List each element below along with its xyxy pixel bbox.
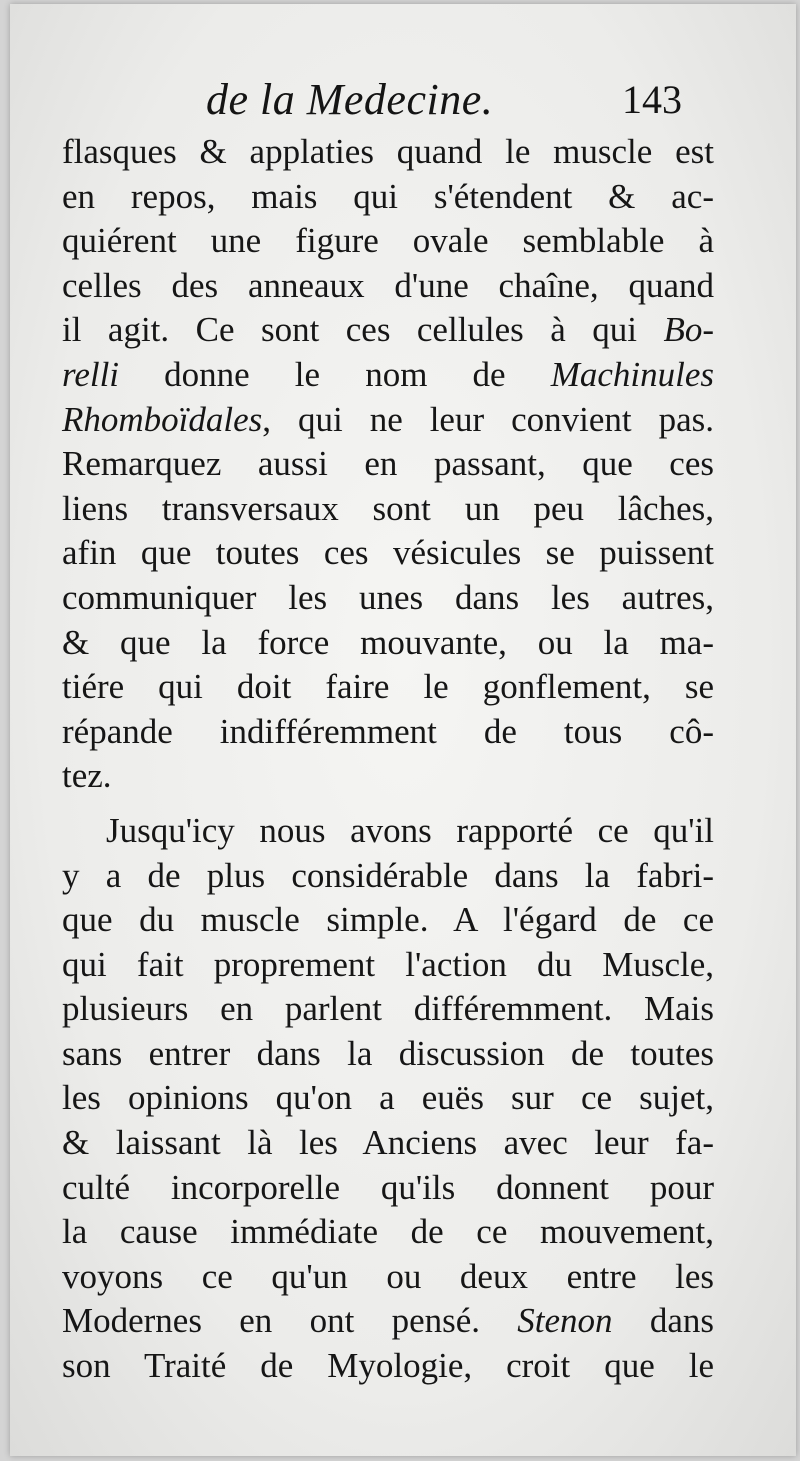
text-line: qui fait proprement l'action du Muscle,: [62, 944, 714, 984]
paragraph-2: [62, 809, 714, 1389]
text-line: les opinions qu'on a euës sur ce sujet,: [62, 1078, 714, 1118]
text-line: culté incorporelle qu'ils donnent pour: [62, 1167, 714, 1207]
text-line: liens transversaux sont un peu lâches,: [62, 488, 714, 528]
text-line: flasques & applaties quand le muscle est: [62, 132, 714, 171]
text-line: [62, 308, 714, 353]
text-line: que du muscle simple. A l'égard de ce: [62, 900, 714, 940]
text-line: plusieurs en parlent différemment. Mais: [62, 989, 714, 1029]
body-text: [62, 130, 714, 1389]
text-line: en repos, mais qui s'étendent & ac-: [62, 176, 714, 216]
paragraph-1: [62, 130, 714, 799]
page-header: [10, 74, 796, 130]
text-line: [62, 398, 714, 443]
text-run: dans: [612, 1301, 714, 1341]
text-line: communiquer les unes dans les autres,: [62, 577, 714, 617]
page-number: 143: [622, 77, 682, 122]
text-line: celles des anneaux d'une chaîne, quand: [62, 265, 714, 305]
text-line: y a de plus considérable dans la fabri-: [62, 855, 714, 895]
text-run: il agit. Ce sont ces cellules à qui: [62, 310, 664, 350]
text-line: la cause immédiate de ce mouvement,: [62, 1212, 714, 1252]
italic-name: relli: [62, 354, 120, 394]
text-line: & que la force mouvante, ou la ma-: [62, 622, 714, 662]
book-page: [10, 4, 796, 1456]
text-run: Modernes en ont pensé.: [62, 1301, 518, 1341]
text-line: tiére qui doit faire le gonflement, se: [62, 667, 714, 707]
italic-name: Stenon: [517, 1301, 613, 1341]
text-line: tez.: [62, 756, 112, 796]
text-line: voyons ce qu'un ou deux entre les: [62, 1256, 714, 1296]
running-title: de la Medecine.: [206, 75, 494, 124]
text-line: [62, 353, 714, 398]
text-line: afin que toutes ces vésicules se puissent: [62, 533, 714, 573]
italic-name: Bo-: [663, 310, 714, 350]
text-run: , qui ne leur convient pas.: [262, 399, 714, 439]
text-line: & laissant là les Anciens avec leur fa-: [62, 1123, 714, 1163]
text-line: Remarquez aussi en passant, que ces: [62, 444, 714, 484]
italic-term: Rhomboïdales: [62, 399, 263, 439]
text-line: [62, 1299, 714, 1344]
text-line: répande indifféremment de tous cô-: [62, 711, 714, 751]
text-line: Jusqu'icy nous avons rapporté ce qu'il: [106, 810, 714, 850]
text-run: donne le nom de: [119, 354, 551, 394]
text-line: quiérent une figure ovale semblable à: [62, 221, 714, 261]
italic-term: Machinules: [550, 354, 714, 394]
text-line: son Traité de Myologie, croit que le: [62, 1346, 714, 1386]
paragraph-gap: [62, 799, 714, 809]
text-line: sans entrer dans la discussion de toutes: [62, 1033, 714, 1073]
